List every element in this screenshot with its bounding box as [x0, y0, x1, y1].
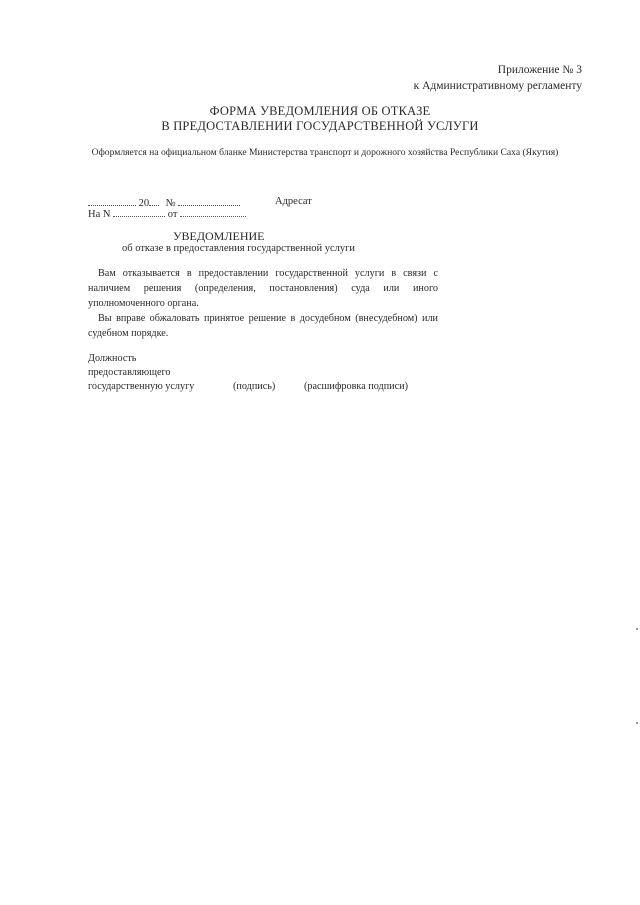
letterhead-note: Оформляется на официальном бланке Министерства транспорт и дорожного хозяйства Республики Саха (Якутия)	[91, 147, 559, 158]
form-title	[0, 104, 640, 134]
notice-body	[88, 266, 438, 341]
annex-number: Приложение № 3	[497, 64, 582, 76]
form-title-line2: В ПРЕДОСТАВЛЕНИИ ГОСУДАРСТВЕННОЙ УСЛУГИ	[161, 119, 479, 133]
body-paragraph-appeal: Вы вправе обжаловать принятое решение в досудебном (внесудебном) или судебном порядке.	[88, 313, 438, 339]
notice-subtitle: об отказе в предоставления государственной услуги	[122, 243, 356, 254]
scan-speck	[636, 628, 638, 630]
date-blank	[88, 195, 136, 206]
body-paragraph-refusal: Вам отказывается в предоставлении государственной услуги в связи с наличием решения (определения, постановления) суда или иного уполномоченного органа.	[88, 268, 438, 309]
annex-reference: к Административному регламенту	[413, 80, 582, 92]
position-line2: предоставляющего	[88, 367, 171, 378]
position-line1: Должность	[88, 353, 137, 364]
signature-decode-label: (расшифровка подписи)	[304, 381, 408, 392]
position-line3: государственную услугу	[88, 381, 195, 392]
addressee-label: Адресат	[275, 196, 312, 207]
notice-title: УВЕДОМЛЕНИЕ	[173, 229, 265, 243]
scan-speck	[636, 722, 638, 724]
from-label: от	[167, 209, 178, 220]
on-number-label: На N	[88, 209, 111, 220]
year-blank	[149, 195, 159, 206]
number-label: №	[165, 198, 176, 209]
signature-position	[88, 352, 194, 394]
from-blank	[180, 206, 246, 217]
annex-header	[414, 62, 582, 94]
form-title-line1: ФОРМА УВЕДОМЛЕНИЯ ОБ ОТКАЗЕ	[209, 104, 431, 118]
signature-label: (подпись)	[233, 381, 276, 392]
number-blank	[178, 195, 240, 206]
date-year-label: 20	[138, 198, 150, 209]
reference-line	[88, 206, 246, 222]
on-number-blank	[113, 206, 165, 217]
